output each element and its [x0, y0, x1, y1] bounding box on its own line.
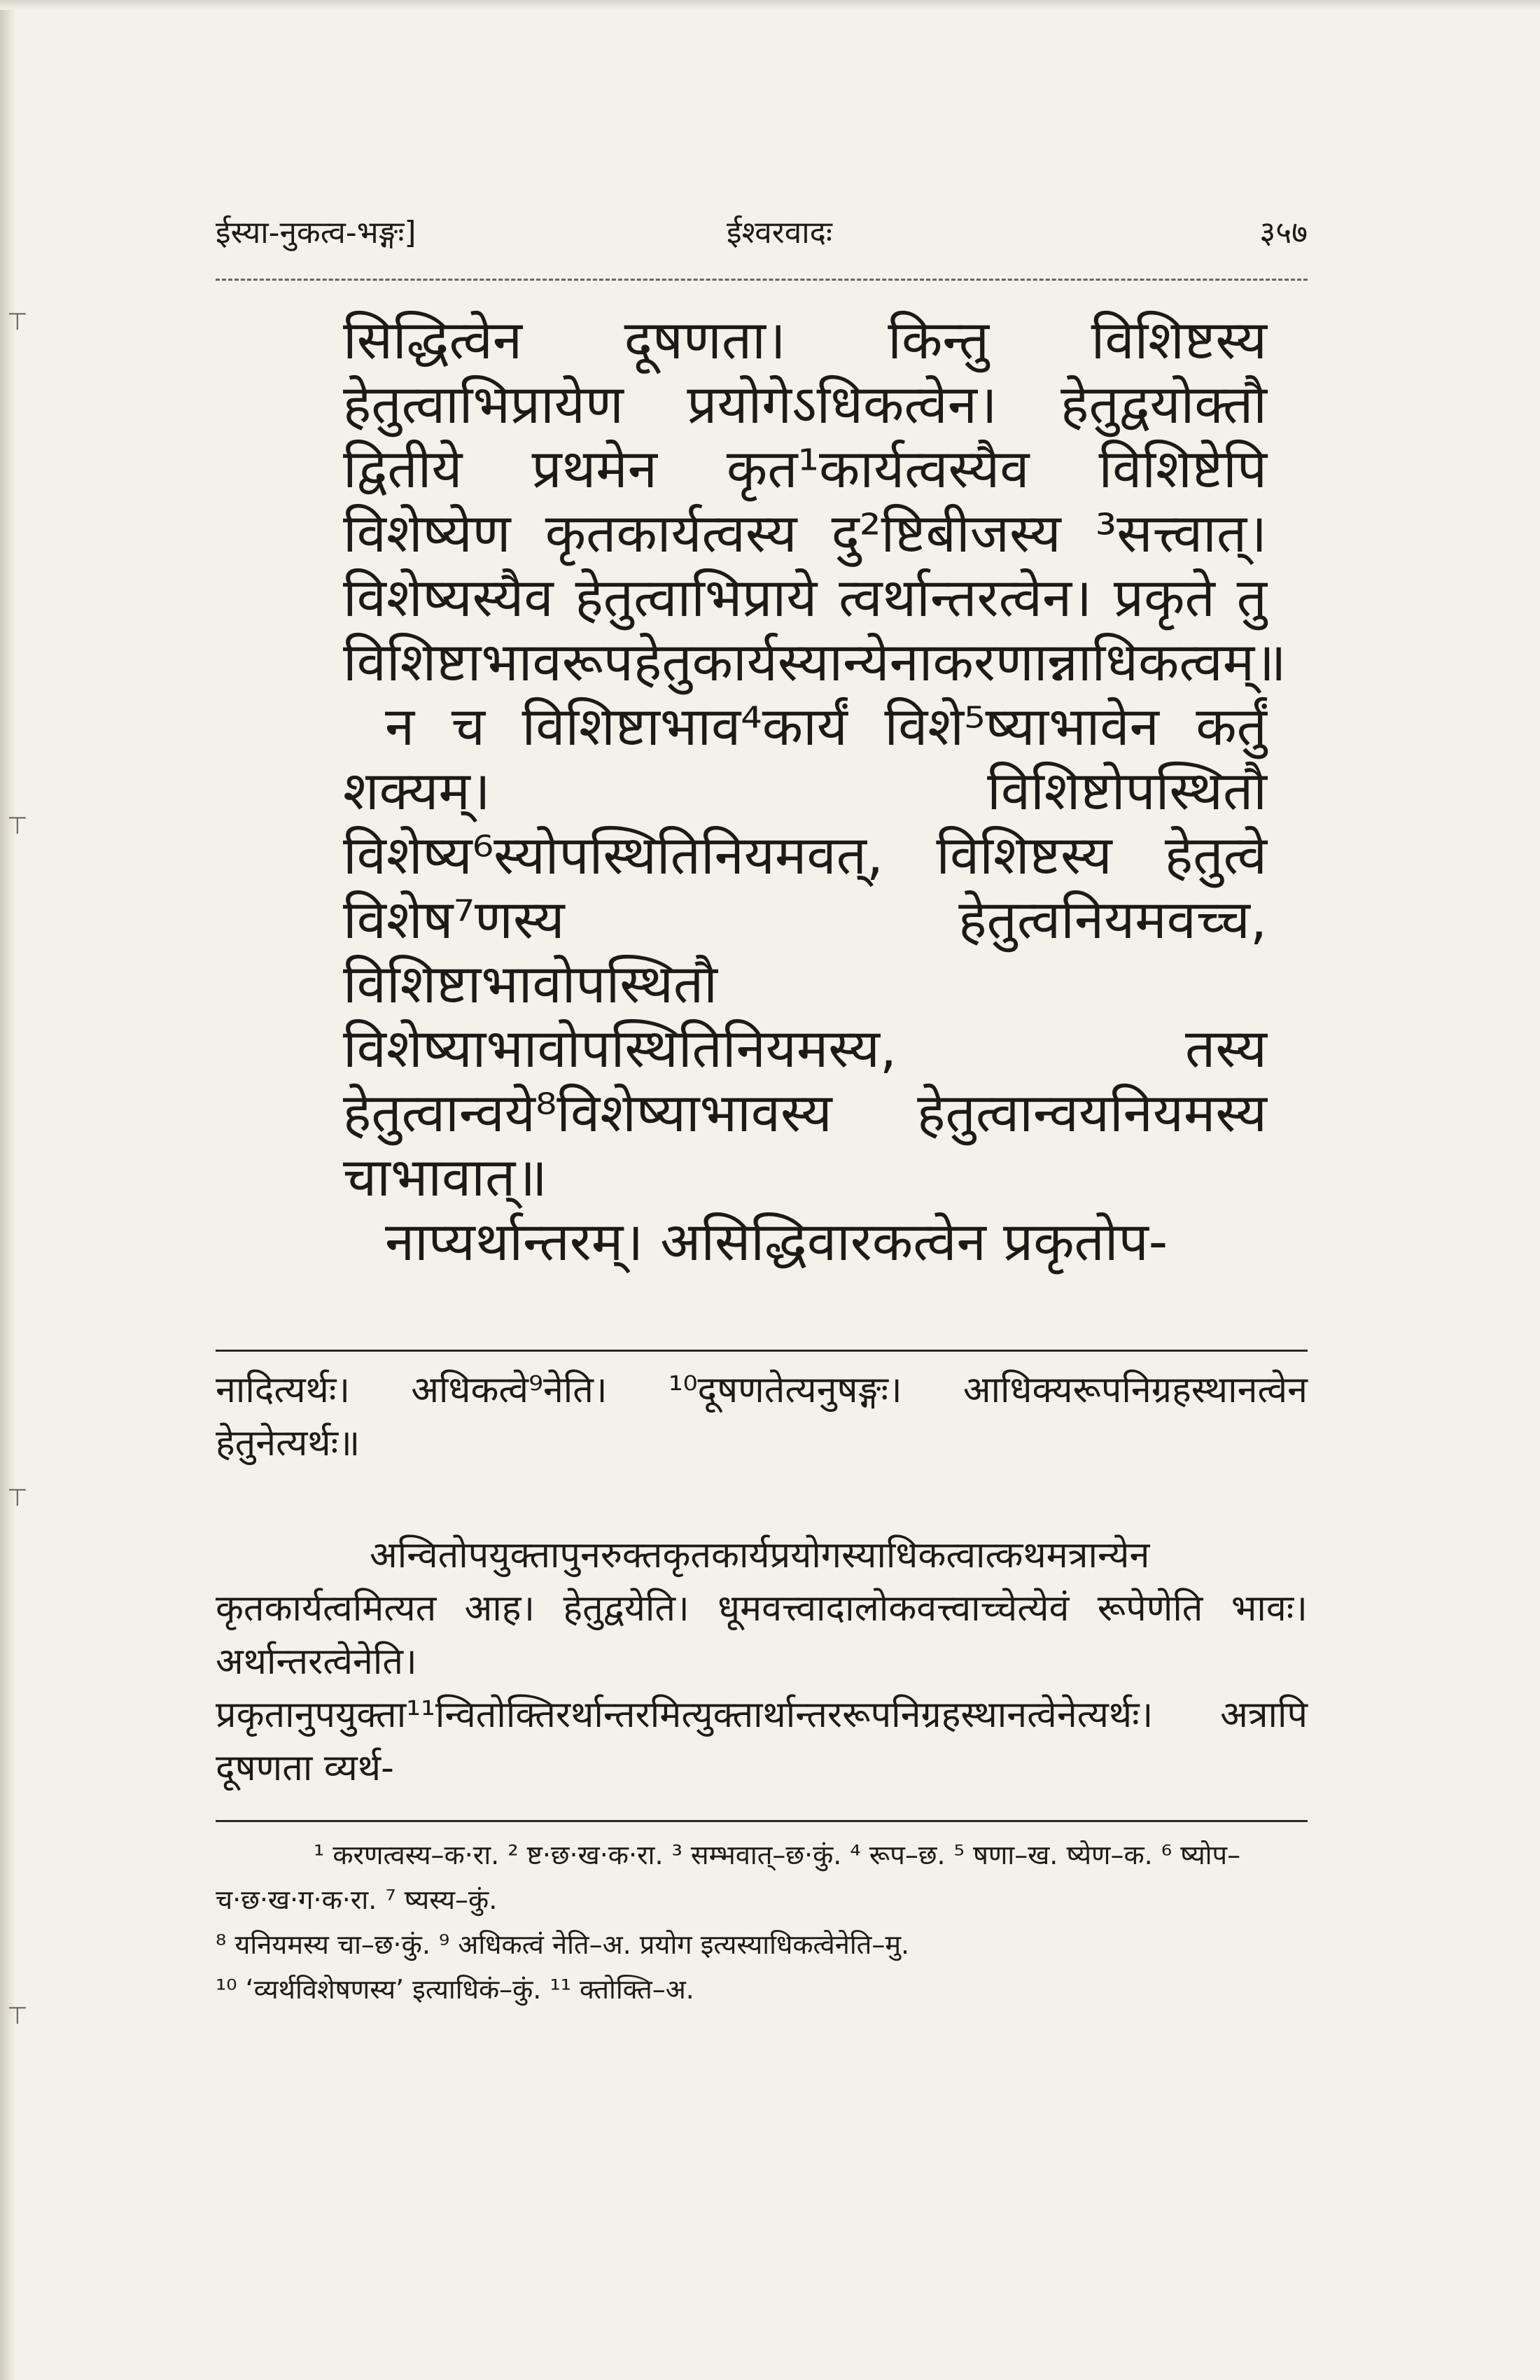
- main-paragraph: सिद्धित्वेन दूषणता। किन्तु विशिष्टस्य हेतुत्वाभिप्रायेण प्रयोगेऽधिकत्वेन। हेतुद्वयोक्तौ द्वितीये प्रथमेन कृत¹कार्यत्वस्यैव विशिष्टेपि विशेष्येण कृतकार्यत्वस्य दु²ष्टिबीजस्य ³सत्त्वात्। विशेष्यस्यैव हेतुत्वाभिप्राये त्वर्थान्तरत्वेन। प्रकृते तु विशिष्टाभावरूपहेतुकार्यस्यान्येनाकरणान्नाधिकत्वम्॥: [343, 309, 1287, 693]
- footnote-rule: [216, 1820, 1308, 1822]
- header-rule: [216, 279, 1308, 281]
- commentary-text-2: [216, 1529, 1308, 1795]
- main-paragraph: नाप्यर्थान्तरम्। असिद्धिवारकत्वेन प्रकृतोप-: [385, 1210, 1168, 1273]
- footnotes: [216, 1833, 1308, 2012]
- commentary-paragraph: अन्वितोपयुक्तापुनरुक्तकृतकार्यप्रयोगस्याधिकत्वात्कथमत्रान्येन कृतकार्यत्वमित्यत आह। हेतुद्वयेति। धूमवत्त्वादालोकवत्त्वाच्चेत्येवं रूपेणेति भावः। अर्थान्तरत्वेनेति। प्रकृतानुपयुक्ता¹¹न्वितोक्तिरर्थान्तरमित्युक्तार्थान्तररूपनिग्रहस्थानत्वेनेत्यर्थः। अत्रापि दूषणता व्यर्थ-: [216, 1534, 1308, 1789]
- footnote-line: ¹ करणत्वस्य–क·रा. ² ष्ट·छ·ख·क·रा. ³ सम्भवात्–छ·कुं. ⁴ रूप–छ. ⁵ षणा–ख. ष्येण–क. ⁶ ष्योप–च·छ·ख·ग·क·रा. ⁷ ष्यस्य–कुं.: [216, 1840, 1241, 1915]
- page-top-edge-shadow: [0, 0, 1540, 10]
- header-section-title: ईस्या-नुकत्व-भङ्गः]: [216, 215, 416, 251]
- footnote-line: ¹⁰ ‘व्यर्थविशेषणस्य’ इत्याधिकं–कुं. ¹¹ क्तोक्ति–अ.: [216, 1974, 694, 2005]
- page-number: ३५७: [1259, 215, 1308, 251]
- commentary-text: [216, 1364, 1308, 1470]
- margin-mark: ⊤: [7, 308, 28, 336]
- margin-mark: ⊤: [7, 2002, 28, 2030]
- main-text: [343, 308, 1287, 1274]
- commentary-rule: [216, 1350, 1308, 1352]
- commentary-paragraph: नादित्यर्थः। अधिकत्वे⁹नेति। ¹⁰दूषणतेत्यनुषङ्गः। आधिक्यरूपनिग्रहस्थानत्वेन हेतुनेत्यर्थः॥: [216, 1369, 1308, 1464]
- margin-mark: ⊤: [7, 1484, 28, 1512]
- header-chapter-title: ईश्वरवादः: [727, 215, 832, 251]
- main-paragraph: न च विशिष्टाभाव⁴कार्यं विशे⁵ष्याभावेन कर्तुं शक्यम्। विशिष्टोपस्थितौ विशेष्य⁶स्योपस्थितिनियमवत्, विशिष्टस्य हेतुत्वे विशेष⁷णस्य हेतुत्वनियमवच्च, विशिष्टाभावोपस्थितौ विशेष्याभावोपस्थितिनियमस्य, तस्य हेतुत्वान्वये⁸विशेष्याभावस्य हेतुत्वान्वयनियमस्य चाभावात्॥: [343, 695, 1267, 1208]
- margin-mark: ⊤: [7, 812, 28, 840]
- footnote-line: ⁸ यनियमस्य चा–छ·कुं. ⁹ अधिकत्वं नेति–अ. प्रयोग इत्यस्याधिकत्वेनेति–मु.: [216, 1929, 910, 1960]
- running-header: [216, 210, 1308, 266]
